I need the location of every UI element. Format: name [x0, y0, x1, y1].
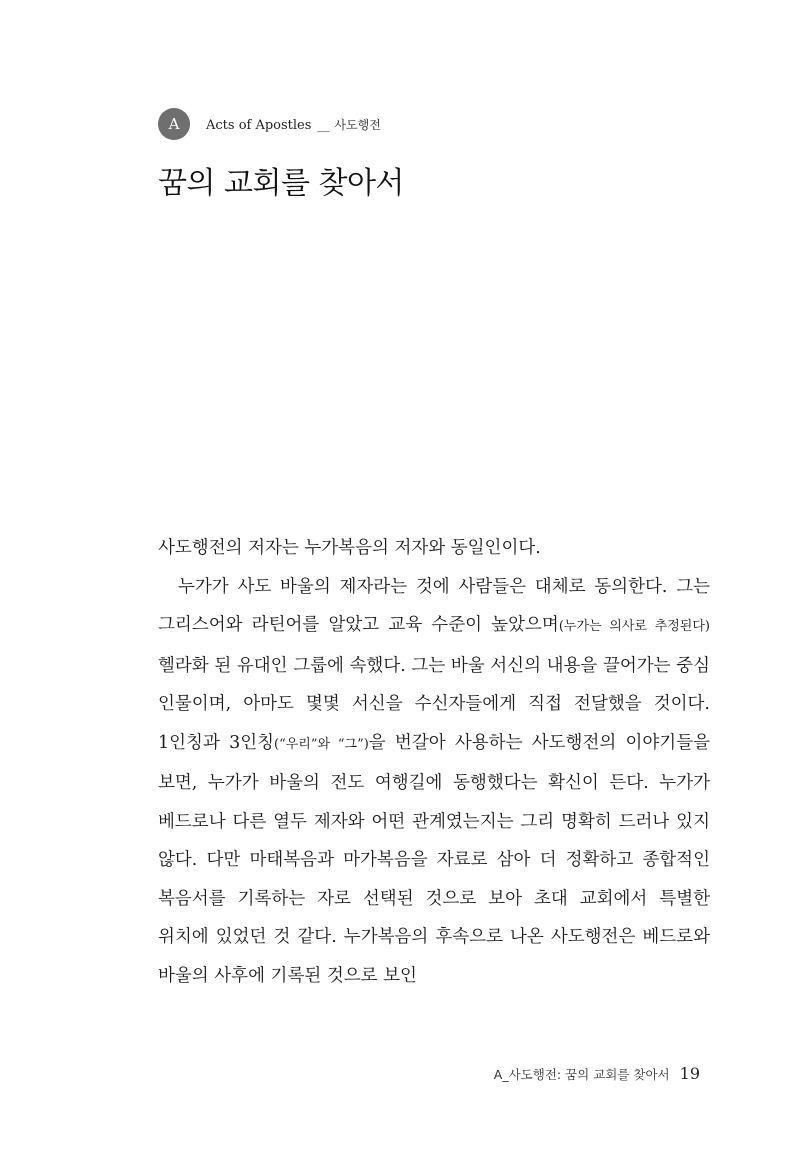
series-title-korean: 사도행전: [334, 117, 381, 132]
paragraph-2-part-a: 누가가 사도 바울의 제자라는 것에 사람들은 대체로 동의한다. 그는 그리스어와 라틴어를 알았고 교육 수준이 높았으며: [158, 576, 710, 635]
paragraph-2-note-2: (“우리”와 “그”): [274, 736, 369, 752]
paragraph-2-part-c: 을 번갈아 사용하는 사도행전의 이야기들을 보면, 누가가 바울의 전도 여행길에 동행했다는 확신이 든다. 누가가 베드로나 다른 열두 제자와 어떤 관계였는지는 그리 명확히 드러나 있지 않다. 다만 마태복음과 마가복음을 자료로 삼아 더 정확하고 종합적인 복음서를 기록하는 자로 선택된 것으로 보아 초대 교회에서 특별한 위치에 있었던 것 같다. 누가복음의 후속으로 나온 사도행전은 베드로와 바울의 사후에 기록된 것으로 보인: [158, 732, 711, 986]
paragraph-2-note: (누가는 의사로 추정된다): [558, 619, 710, 634]
chapter-title: 꿈의 교회를 찾아서: [158, 166, 404, 201]
paragraph-2-part-b: 헬라화 된 유대인 그룹에 속했다. 그는 바울 서신의 내용을 끌어가는 중심 인물이며, 아마도 몇몇 서신을 수신자들에게 직접 전달했을 것이다. 1인칭과 3인칭: [158, 655, 710, 753]
series-separator: __: [317, 117, 329, 133]
paragraph-2: [158, 568, 710, 996]
series-title-english: Acts of Apostles: [206, 117, 312, 133]
paragraph-1: 사도행전의 저자는 누가복음의 저자와 동일인이다.: [158, 538, 541, 558]
series-title: [206, 116, 381, 133]
page-footer: [494, 1064, 700, 1083]
section-badge: A: [158, 108, 190, 140]
running-header: [158, 108, 381, 140]
body-text: [158, 529, 710, 995]
page-number: 19: [679, 1064, 700, 1083]
footer-running-title: A_사도행전: 꿈의 교회를 찾아서: [493, 1067, 670, 1082]
